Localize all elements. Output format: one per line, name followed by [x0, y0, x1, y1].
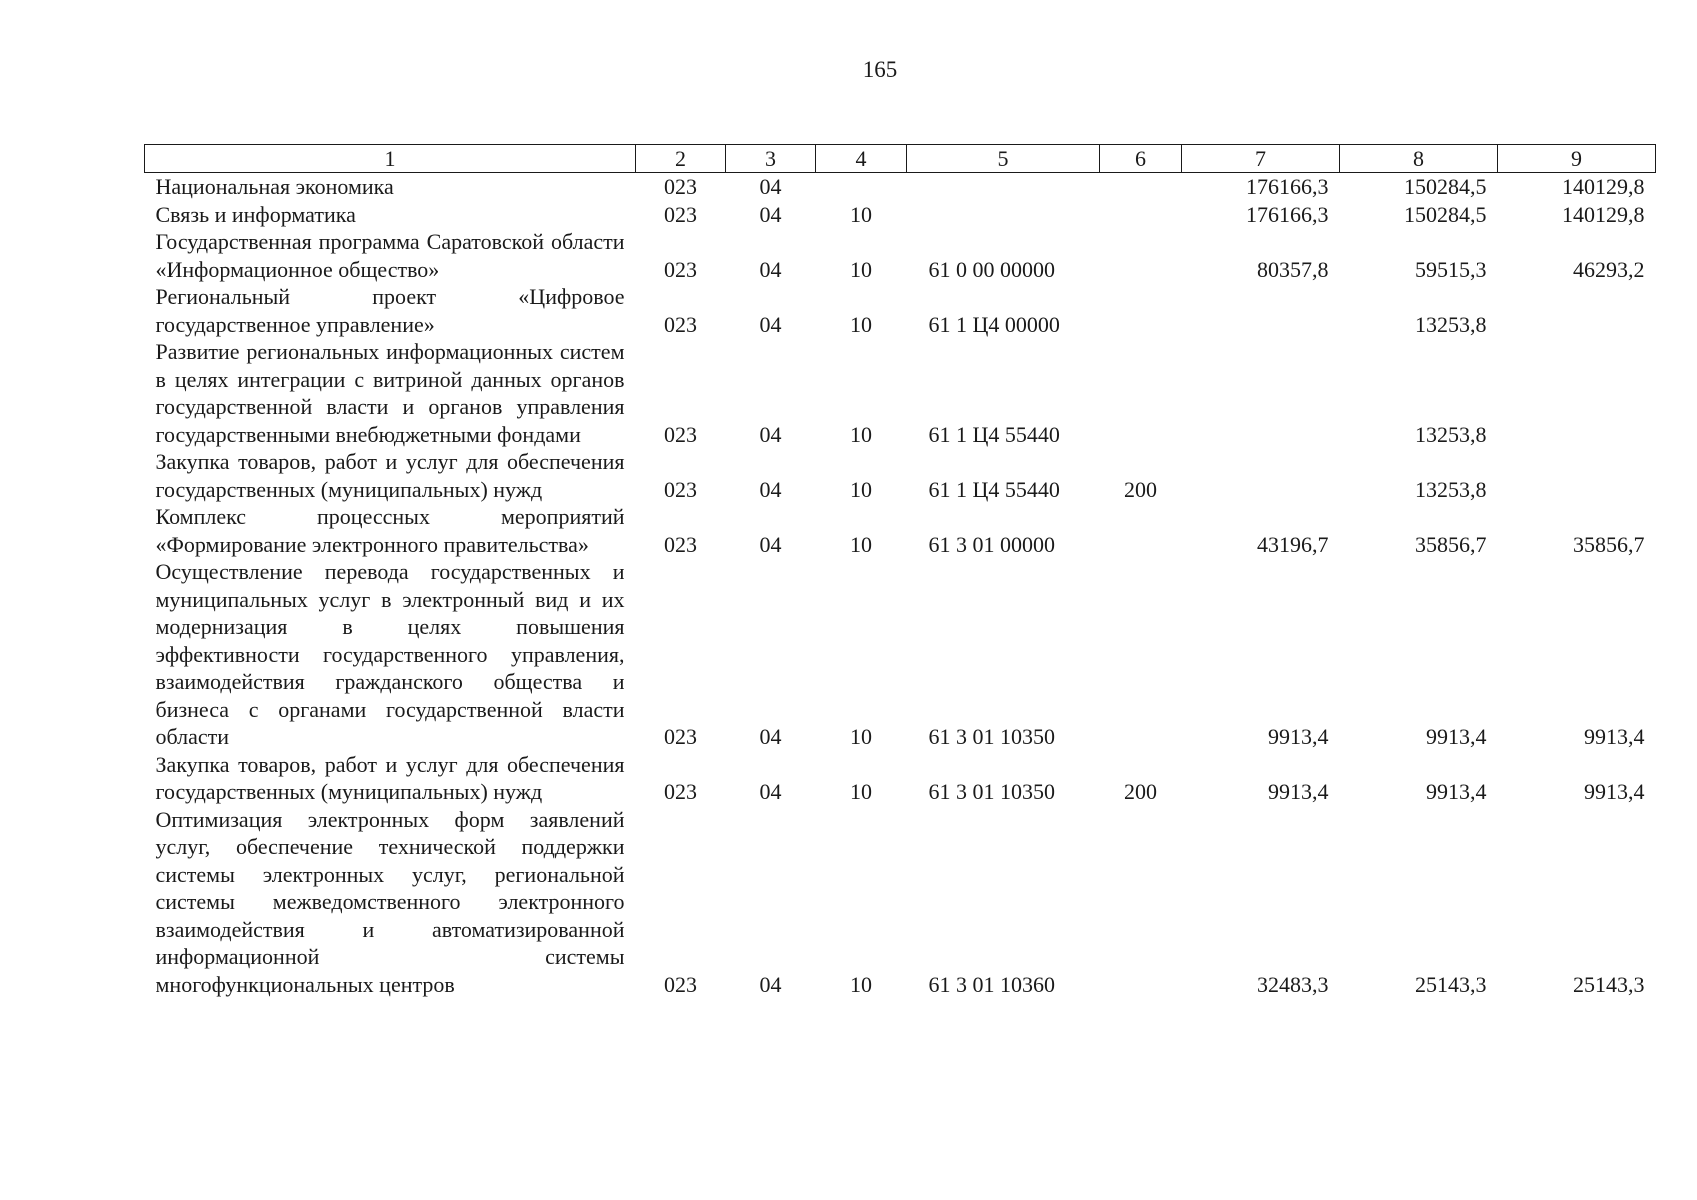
cell-amount: 25143,3 — [1415, 971, 1487, 997]
cell-code: 023 — [664, 174, 697, 199]
cell-code: 023 — [664, 201, 697, 227]
table-row — [145, 173, 1656, 201]
cell-code: 10 — [850, 201, 872, 227]
cell-code: 61 3 01 10350 — [928, 724, 1055, 749]
column-header: 2 — [636, 145, 726, 173]
cell-code: 04 — [759, 531, 782, 557]
cell-amount: 25143,3 — [1573, 971, 1645, 997]
cell-code: 61 3 01 00000 — [928, 531, 1055, 557]
row-name: Региональный проект «Цифровое государственное управление» — [155, 284, 625, 337]
cell-code: 04 — [759, 971, 782, 997]
cell-code: 10 — [850, 421, 872, 447]
cell-code: 61 1 Ц4 55440 — [928, 421, 1060, 447]
cell-amount: 13253,8 — [1415, 311, 1487, 337]
row-name: Осуществление перевода государственных и муниципальных услуг в электронный вид и их модернизация в целях повышения эффективности государственного управления, взаимодействия гражданского общества и бизнеса с органами государственной власти области — [155, 559, 625, 749]
cell-code: 04 — [759, 421, 782, 447]
cell-code: 61 0 00 00000 — [928, 256, 1055, 282]
table-row — [145, 228, 1656, 283]
cell-code: 023 — [664, 421, 697, 447]
table-row — [145, 806, 1656, 999]
budget-table — [144, 144, 1656, 998]
cell-code: 61 1 Ц4 00000 — [928, 311, 1060, 337]
cell-amount: 80357,8 — [1257, 256, 1329, 282]
cell-code: 61 3 01 10350 — [928, 779, 1055, 804]
cell-code — [1100, 173, 1182, 201]
cell-code: 10 — [850, 311, 872, 337]
cell-code — [1100, 283, 1182, 338]
cell-code: 10 — [850, 476, 872, 502]
cell-code: 04 — [759, 476, 782, 502]
cell-amount: 9913,4 — [1268, 724, 1329, 749]
cell-code: 200 — [1124, 476, 1157, 502]
cell-amount: 35856,7 — [1415, 531, 1487, 557]
row-name: Развитие региональных информационных систем в целях интеграции с витриной данных органов государственной власти и органов управления государственными внебюджетными фондами — [155, 339, 625, 447]
column-header: 6 — [1100, 145, 1182, 173]
cell-amount — [1498, 338, 1656, 448]
table-row — [145, 558, 1656, 751]
cell-code: 04 — [759, 779, 782, 804]
cell-amount: 9913,4 — [1426, 779, 1487, 804]
cell-amount — [1182, 338, 1340, 448]
cell-code — [907, 173, 1100, 201]
cell-code: 04 — [759, 174, 782, 199]
cell-code: 10 — [850, 971, 872, 997]
cell-code: 04 — [759, 724, 782, 749]
column-header: 5 — [907, 145, 1100, 173]
table-row — [145, 201, 1656, 229]
row-name: Государственная программа Саратовской области «Информационное общество» — [155, 229, 625, 282]
cell-code: 023 — [664, 971, 697, 997]
cell-code — [1100, 503, 1182, 558]
cell-amount: 9913,4 — [1584, 779, 1645, 804]
cell-amount — [1498, 448, 1656, 503]
cell-amount: 46293,2 — [1573, 256, 1645, 282]
row-name: Комплекс процессных мероприятий «Формирование электронного правительства» — [155, 504, 625, 557]
cell-amount: 13253,8 — [1415, 421, 1487, 447]
cell-code — [907, 201, 1100, 229]
cell-amount: 32483,3 — [1257, 971, 1329, 997]
cell-code — [1100, 201, 1182, 229]
cell-code: 10 — [850, 531, 872, 557]
cell-amount: 150284,5 — [1404, 174, 1487, 199]
table-row — [145, 283, 1656, 338]
table-header-row — [145, 145, 1656, 173]
cell-amount: 59515,3 — [1415, 256, 1487, 282]
column-header: 8 — [1340, 145, 1498, 173]
cell-code — [1100, 806, 1182, 999]
cell-amount: 176166,3 — [1246, 201, 1329, 227]
cell-amount: 13253,8 — [1415, 476, 1487, 502]
cell-amount: 9913,4 — [1268, 779, 1329, 804]
cell-code — [1100, 558, 1182, 751]
column-header: 1 — [145, 145, 636, 173]
cell-amount — [1182, 448, 1340, 503]
cell-amount — [1182, 283, 1340, 338]
table-row — [145, 338, 1656, 448]
row-name: Национальная экономика — [155, 174, 394, 199]
table-row — [145, 503, 1656, 558]
row-name: Закупка товаров, работ и услуг для обеспечения государственных (муниципальных) нужд — [155, 449, 625, 502]
cell-amount: 150284,5 — [1404, 201, 1487, 227]
page-number: 165 — [862, 57, 898, 82]
cell-code: 023 — [664, 531, 697, 557]
cell-amount: 35856,7 — [1573, 531, 1645, 557]
cell-code: 200 — [1124, 779, 1157, 804]
cell-amount: 176166,3 — [1246, 174, 1329, 199]
cell-code: 61 1 Ц4 55440 — [928, 476, 1060, 502]
table-row — [145, 751, 1656, 806]
row-name: Связь и информатика — [155, 201, 356, 227]
column-header: 4 — [816, 145, 907, 173]
cell-code — [1100, 228, 1182, 283]
column-header: 7 — [1182, 145, 1340, 173]
cell-code: 10 — [850, 779, 872, 804]
column-header: 9 — [1498, 145, 1656, 173]
row-name: Закупка товаров, работ и услуг для обеспечения государственных (муниципальных) нужд — [155, 751, 625, 804]
cell-code: 023 — [664, 311, 697, 337]
cell-code: 04 — [759, 201, 782, 227]
cell-code: 10 — [850, 724, 872, 749]
cell-amount: 9913,4 — [1426, 724, 1487, 749]
cell-code — [1100, 338, 1182, 448]
cell-amount: 43196,7 — [1257, 531, 1329, 557]
cell-code: 023 — [664, 256, 697, 282]
cell-code — [816, 173, 907, 201]
cell-code: 023 — [664, 779, 697, 804]
cell-amount: 140129,8 — [1562, 174, 1645, 199]
cell-amount: 9913,4 — [1584, 724, 1645, 749]
cell-code: 61 3 01 10360 — [928, 971, 1055, 997]
cell-code: 023 — [664, 724, 697, 749]
cell-code: 10 — [850, 256, 872, 282]
cell-amount — [1498, 283, 1656, 338]
table-row — [145, 448, 1656, 503]
column-header: 3 — [726, 145, 816, 173]
cell-code: 023 — [664, 476, 697, 502]
row-name: Оптимизация электронных форм заявлений услуг, обеспечение технической поддержки системы электронных услуг, региональной системы межведомственного электронного взаимодействия и автоматизированной информационной системы многофункциональных центров — [155, 806, 625, 997]
cell-code: 04 — [759, 256, 782, 282]
cell-code: 04 — [759, 311, 782, 337]
cell-amount: 140129,8 — [1562, 201, 1645, 227]
